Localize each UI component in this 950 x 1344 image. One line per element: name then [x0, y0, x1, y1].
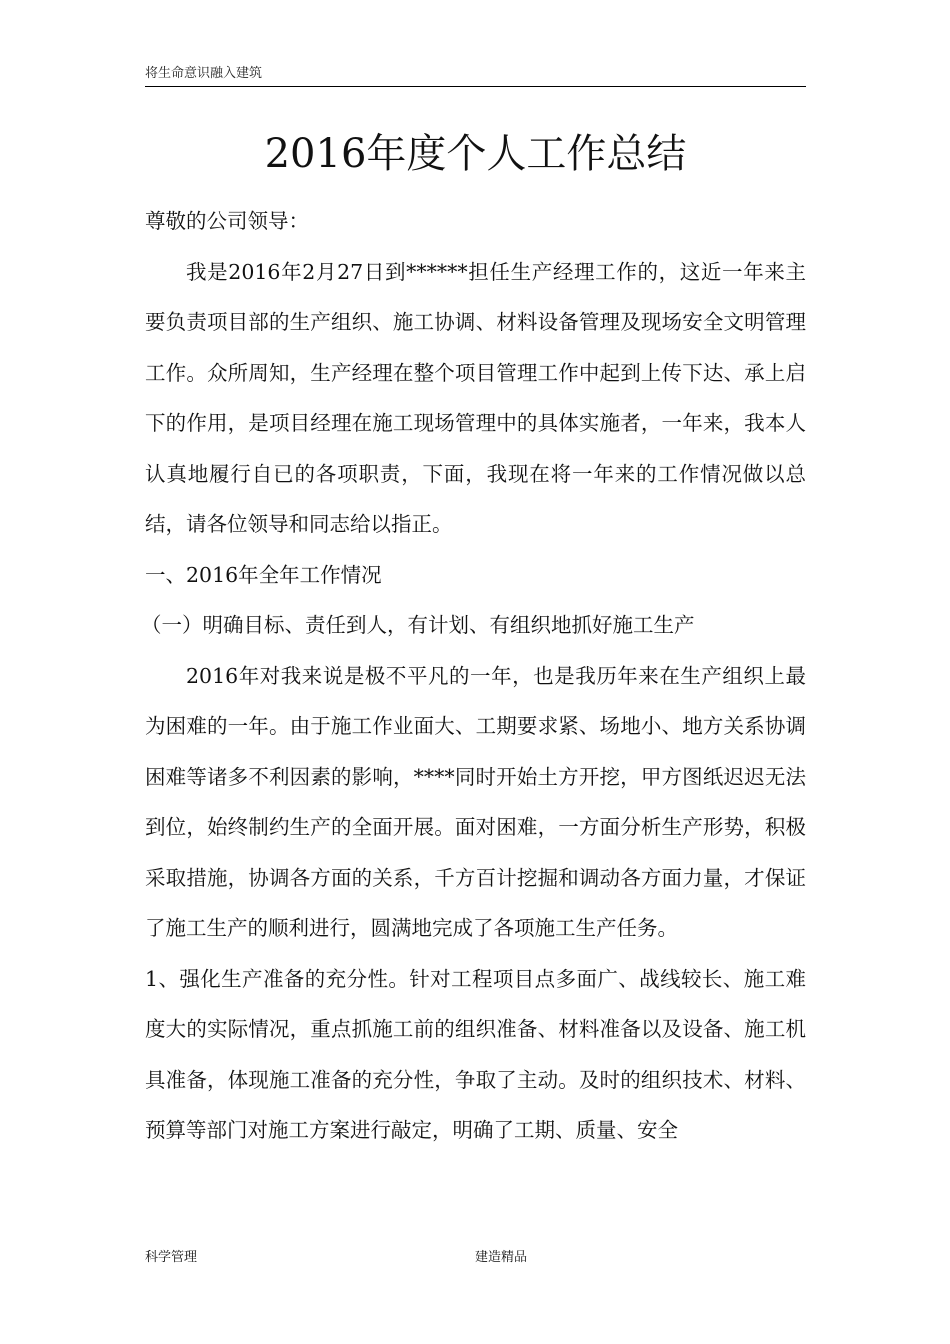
footer-left-text: 科学管理 — [145, 1250, 198, 1265]
header-divider — [145, 86, 806, 87]
paragraph-year-review: 2016年对我来说是极不平凡的一年，也是我历年来在生产组织上最为困难的一年。由于施工作业面大、工期要求紧、场地小、地方关系协调困难等诸多不利因素的影响，****同时开始土方开挖，甲方图纸迟迟无法到位，始终制约生产的全面开展。面对困难，一方面分析生产形势，积极采取措施，协调各方面的关系，千方百计挖掘和调动各方面力量，才保证了施工生产的顺利进行，圆满地完成了各项施工生产任务。 — [145, 663, 806, 940]
salutation: 尊敬的公司领导： — [145, 209, 309, 233]
paragraph-intro: 我是2016年2月27日到******担任生产经理工作的，这近一年来主要负责项目部的生产组织、施工协调、材料设备管理及现场安全文明管理工作。众所周知，生产经理在整个项目管理工作中起到上传下达、承上启下的作用，是项目经理在施工现场管理中的具体实施者，一年来，我本人认真地履行自已的各项职责，下面，我现在将一年来的工作情况做以总结，请各位领导和同志给以指正。 — [145, 259, 806, 536]
footer-right-text: 建造精品 — [475, 1250, 528, 1265]
page-header-text: 将生命意识融入建筑 — [145, 66, 263, 81]
section-heading: 一、2016年全年工作情况 — [145, 562, 382, 587]
document-title: 2016年度个人工作总结 — [264, 131, 687, 177]
paragraph-item-1: 1、强化生产准备的充分性。针对工程项目点多面广、战线较长、施工难度大的实际情况，重点抓施工前的组织准备、材料准备以及设备、施工机具准备，体现施工准备的充分性，争取了主动。及时的组织技术、材料、预算等部门对施工方案进行敲定，明确了工期、质量、安全 — [145, 966, 806, 1142]
subsection-heading: （一）明确目标、责任到人，有计划、有组织地抓好施工生产 — [141, 613, 695, 637]
document-body — [141, 196, 806, 1156]
